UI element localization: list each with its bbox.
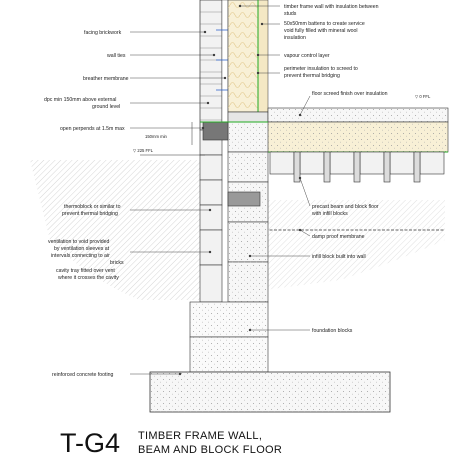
facing-brickwork (200, 0, 222, 130)
thermoblock-upper (203, 122, 228, 140)
label-battens-2: void fully filled with mineral wool (284, 28, 358, 34)
label-open-perpends: open perpends at 1.5m max (60, 126, 125, 132)
label-ventilation-2: by ventilation sleeves at (54, 246, 110, 252)
floor-level-marker: ▽ 0 FFL (415, 94, 431, 99)
beam-and-block-floor (270, 152, 444, 182)
label-timber-frame-1: timber frame wall with insulation between (284, 4, 379, 10)
dimension-150: 150mm min (145, 134, 167, 139)
label-foundation: foundation blocks (312, 328, 353, 334)
label-wall-ties: wall ties (107, 53, 126, 59)
sole-plate (228, 112, 268, 122)
label-facing-brickwork: facing brickwork (84, 30, 122, 36)
drawing-title-line1: TIMBER FRAME WALL, (138, 430, 263, 442)
label-screed: floor screed finish over insulation (312, 91, 388, 97)
label-battens-3: insulation (284, 35, 306, 41)
label-battens-1: 50x50mm battens to create service (284, 21, 365, 27)
label-infill-block: infill block built into wall (312, 254, 366, 260)
label-perimeter-1: perimeter insulation to screed to (284, 66, 358, 72)
label-breather-membrane: breather membrane (83, 76, 129, 82)
label-perimeter-2: prevent thermal bridging (284, 73, 340, 79)
label-footing: reinforced concrete footing (52, 372, 114, 378)
label-precast-2: with infill blocks (312, 211, 348, 217)
label-ventilation-1: ventilation to void provided (48, 239, 110, 245)
drawing-title-line2: BEAM AND BLOCK FLOOR (138, 444, 283, 456)
service-void-battens (258, 0, 268, 112)
cavity (222, 0, 228, 130)
label-dpc-2: ground level (92, 104, 121, 110)
label-ventilation-4: bricks (110, 260, 124, 266)
label-ventilation-3: intervals connecting to air (51, 253, 110, 259)
thermoblock-lower (228, 192, 260, 206)
label-dpc-1: dpc min 150mm above external (44, 97, 117, 103)
label-vapour-control: vapour control layer (284, 53, 330, 59)
label-precast-1: precast beam and block floor (312, 204, 379, 210)
label-timber-frame-2: studs (284, 11, 297, 17)
label-cavity-tray-1: cavity tray fitted over vent (56, 268, 115, 274)
ground-level-marker: ▽ 225 FFL (133, 148, 153, 153)
drawing-code: T-G4 (60, 428, 121, 458)
internal-ground-hatch (265, 200, 445, 290)
label-thermoblock-1: thermoblock or similar to (64, 204, 121, 210)
outer-leaf-blocks (200, 130, 222, 302)
label-dpm: damp proof membrane (312, 234, 365, 240)
label-cavity-tray-2: where it crosses the cavity (58, 275, 119, 281)
label-thermoblock-2: prevent thermal bridging (62, 211, 118, 217)
